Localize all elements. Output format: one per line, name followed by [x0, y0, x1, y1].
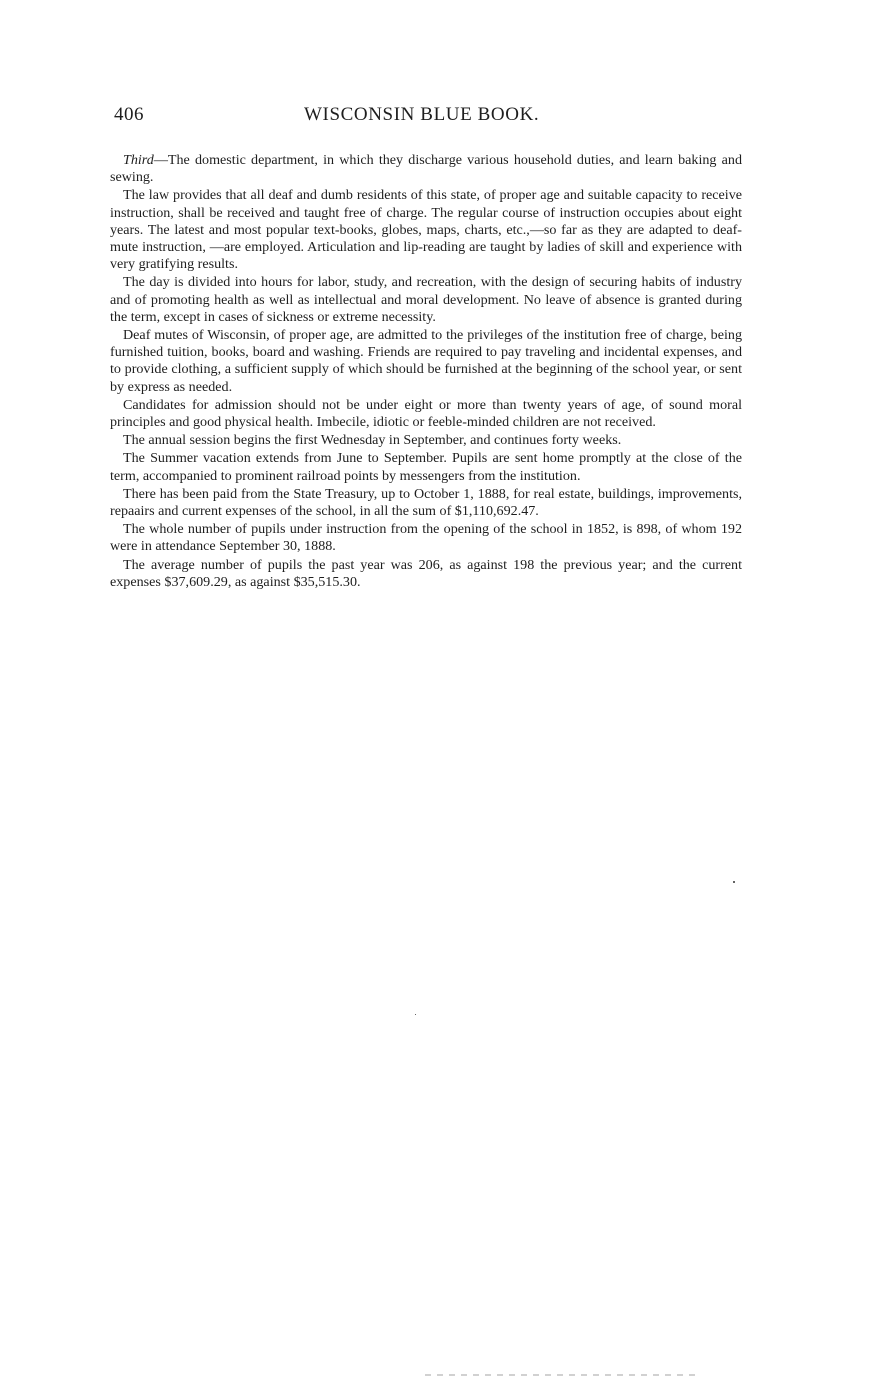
- body-text: [110, 152, 742, 592]
- paragraph-treasury-payments: There has been paid from the State Treasury, up to October 1, 1888, for real estate, buildings, improvements, repaairs and current expenses of the school, in all the sum of $1,110,692.47.: [110, 485, 742, 520]
- paragraph-candidates: Candidates for admission should not be under eight or more than twenty years of age, of sound moral principles and good physical health. Imbecile, idiotic or feeble-minded children are not received.: [110, 396, 742, 431]
- page-number: 406: [114, 104, 144, 125]
- paragraph-daily-schedule: The day is divided into hours for labor, study, and recreation, with the design of securing habits of industry and of promoting health as well as intellectual and moral development. No leave of absence is granted during the term, except in cases of sickness or extreme necessity.: [110, 274, 742, 325]
- paragraph-summer-vacation: The Summer vacation extends from June to September. Pupils are sent home promptly at the close of the term, accompanied to prominent railroad points by messengers from the institution.: [110, 450, 742, 484]
- scan-bleed-through: [425, 1374, 695, 1376]
- paragraph-lead-in: Third: [123, 152, 154, 168]
- paragraph-domestic-department: [110, 152, 742, 186]
- paragraph-instruction: The law provides that all deaf and dumb residents of this state, of proper age and suitable capacity to receive instruction, shall be received and taught free of charge. The regular course of instruction occupies about eight years. The latest and most popular text-books, globes, maps, charts, etc.,—so far as they are adapted to deaf-mute instruction, —are employed. Articulation and lip-reading are taught by ladies of skill and experience with very gratifying results.: [110, 187, 742, 273]
- page-header: [114, 104, 740, 132]
- scan-speck: [733, 881, 735, 883]
- paragraph-pupil-count: The whole number of pupils under instruction from the opening of the school in 1852, is 898, of whom 192 were in attendance September 30, 1888.: [110, 521, 742, 555]
- paragraph-annual-session: The annual session begins the first Wednesday in September, and continues forty weeks.: [123, 432, 622, 449]
- paragraph-admission-privileges: Deaf mutes of Wisconsin, of proper age, are admitted to the privileges of the institution free of charge, being furnished tuition, books, board and washing. Friends are required to pay traveling and incidental expenses, and to provide clothing, a sufficient supply of which should be furnished at the beginning of the school year, or sent by express as needed.: [110, 327, 742, 395]
- paragraph-average-pupils: The average number of pupils the past year was 206, as against 198 the previous year; and the current expenses $37,609.29, as against $35,515.30.: [110, 556, 742, 590]
- paragraph-text: —The domestic department, in which they discharge various household duties, and learn baking and sewing.: [110, 152, 742, 186]
- running-title: WISCONSIN BLUE BOOK.: [304, 104, 540, 125]
- scan-speck: [415, 1014, 416, 1015]
